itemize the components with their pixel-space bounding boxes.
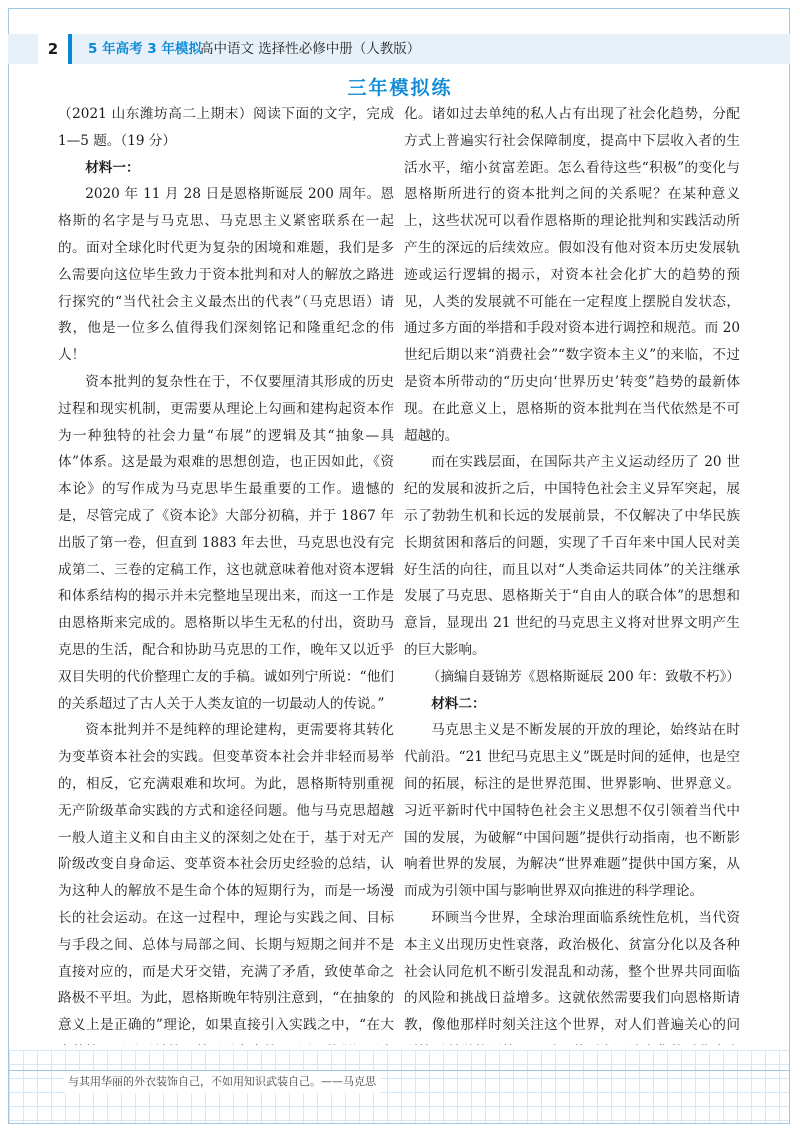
section-title: 三年模拟练 — [347, 77, 453, 99]
paragraph: 2020 年 11 月 28 日是恩格斯诞辰 200 周年。恩格斯的名字是与马克思、马克思主义紧密联系在一起的。面对全球化时代更为复杂的困境和难题，我们是多么需要向这位毕生致力于资本批判和对人的解放之路进行探究的“当代社会主义最杰出的代表”（马克思语）请教，他是一位多么值得我们深刻铭记和隆重纪念的伟人！ — [58, 186, 394, 364]
source-citation: （摘编自聂锦芳《恩格斯诞辰 200 年：致敬不朽》） — [426, 668, 740, 685]
material-one-heading: 材料一： — [85, 159, 140, 176]
paragraph: 环顾当今世界，全球治理面临系统性危机，当代资本主义出现历史性衰落，政治极化、贫富分化以及各种社会认同危机不断引发混乱和动荡，整个世界共同面临的风险和挑战日益增多。这就依然需要我们向恩格斯请教，像他那样时刻关注这个世界，对人们普遍关心的问 — [404, 909, 740, 1034]
brand-title: 5 年高考 3 年模拟 — [88, 41, 202, 57]
paragraph: 资本批判的复杂性在于，不仅要厘清其形成的历史过程和现实机制，更需要从理论上勾画和建构起资本作为一种独特的社会力量“布展”的逻辑及其“抽象—具体”体系。这是最为艰难的思想创造，也正因如此，《资本论》的写作成为马克思毕生最重要的工作。遗憾的是，尽管完成了《资本论》大部分初稿，并于 1867 年出版了第一卷，但直到 1883 年去世，马克思也没有完成第二、三卷的定稿工作，这也就意味着他对资本逻辑和体系结构的揭示并未完整地呈现出来，而这一工作是由恩格斯来完成的。恩格斯以毕生无私的付出，资助马克思的生活，配合和协助马克思的工作，晚年又以近乎双目失明的代价整理亡友的手稿。诚如列宁所说：“他们的关系超过了古人关于人类友谊的一切最动人的传说。” — [58, 373, 394, 712]
page-number: 2 — [38, 34, 72, 64]
footer-quote: 与其用华丽的外衣装饰自己，不如用知识武装自己。——马克思 — [64, 1071, 380, 1093]
paragraph: 马克思主义是不断发展的开放的理论，始终站在时代前沿。“21 世纪马克思主义”既是时间的延伸，也是空间的拓展，标注的是世界范围、世界影响、世界意义。习近平新时代中国特色社会主义思想不仅引领着当代中国的发展，为破解“中国问题”提供行动指南，也不断影响着世界的发展，为解决“世界难题”提供中国方案，从而成为引领中国与影响世界双向推进的科学理论。 — [404, 722, 740, 900]
paragraph-continued: 化。诸如过去单纯的私人占有出现了社会化趋势，分配方式上普遍实行社会保障制度，提高中下层收入者的生活水平，缩小贫富差距。怎么看待这些“积极”的变化与恩格斯所进行的资本批判之间的关系呢？在某种意义上，这些状况可以看作恩格斯的理论批判和实践活动所产生的深远的后续效应。假如没有他对资本历史发展轨迹或运行逻辑的揭示，对资本社会化扩大的趋势的预见，人类的发展就不可能在一定程度上摆脱自发状态，通过多方面的举措和手段对资本进行调控和规范。而 20 世纪后期以来“消费社会”“数字资本主义”的来临，不过是资本所带动的“历史向‘世界历史’转变”趋势的最新体现。在此意义上，恩格斯的资本批判在当代依然是不可超越的。 — [404, 106, 740, 444]
left-column — [58, 101, 394, 1045]
paragraph: 资本批判并不是纯粹的理论建构，更需要将其转化为变革资本社会的实践。但变革资本社会并非轻而易举的，相反，它充满艰难和坎坷。为此，恩格斯特别重视无产阶级革命实践的方式和途径问题。他与马克思超越一般人道主义和自由主义的深刻之处在于，基于对无产阶级改变自身命运、变革资本社会历史经验的总结，认为这种人的解放不是生命个体的短期行为，而是一场漫长的社会运动。在这一过程中，理论与实践之间、目标与手段之间、总体与局部之间、长期与短期之间并不是直接对应的，而是犬牙交错，充满了矛盾，致使革命之路极不平坦。为此，恩格斯晚年特别注意到，“在抽象的意义上是正确的”理论，如果直接引入实践之中，“在大 — [58, 722, 394, 1034]
question-intro: （2021 山东潍坊高二上期末）阅读下面的文字，完成 1—5 题。（19 分） — [58, 106, 394, 149]
material-two-heading: 材料二： — [431, 695, 486, 712]
paragraph: 而在实践层面，在国际共产主义运动经历了 20 世纪的发展和波折之后，中国特色社会主义异军突起，展示了勃勃生机和长远的发展前景，不仅解决了中华民族长期贫困和落后的问题，实现了千百年来中国人民对美好生活的向往，而且以对“人类命运共同体”的关注继承发展了马克思、恩格斯关于“自由人的联合体”的思想和意旨，显现出 21 世纪的马克思主义将对世界文明产生的巨大影响。 — [404, 454, 740, 658]
book-title: 高中语文 选择性必修中册（人教版） — [200, 41, 421, 57]
right-column — [404, 101, 740, 1045]
